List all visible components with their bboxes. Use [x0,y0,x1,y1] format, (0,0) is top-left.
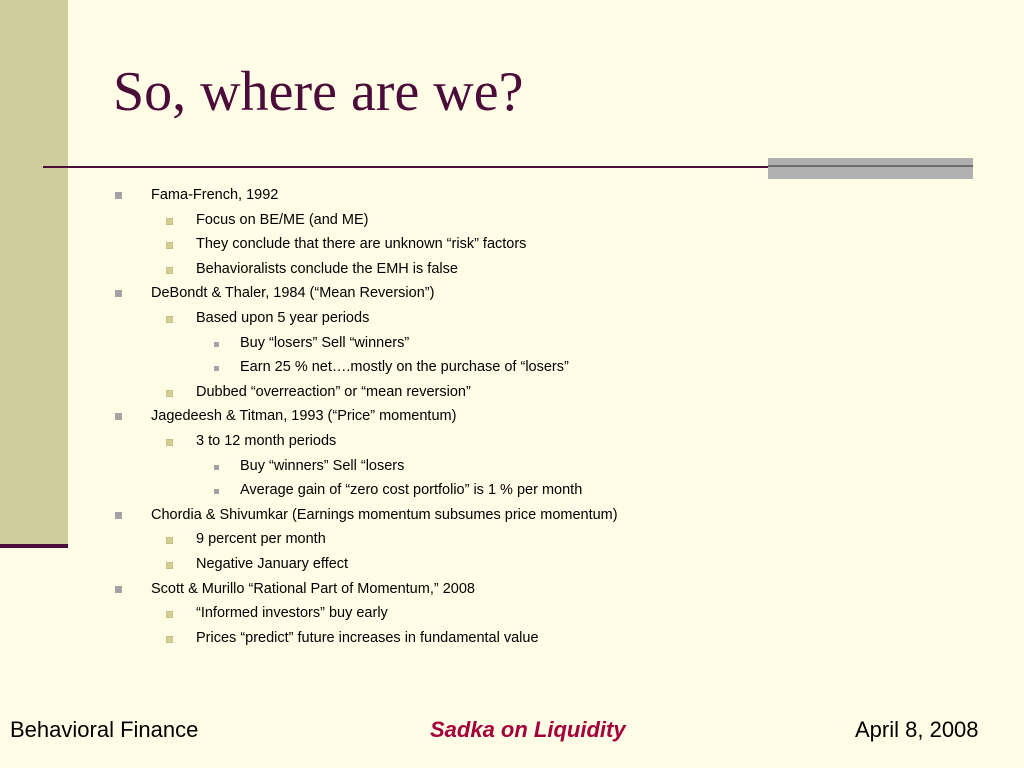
bullet-text: Focus on BE/ME (and ME) [196,211,369,228]
square-bullet-icon [115,192,122,199]
bullet-level-3 [0,355,1024,380]
square-bullet-icon [166,267,173,274]
bullet-text: 9 percent per month [196,531,326,548]
square-bullet-icon [166,439,173,446]
bullet-text: “Informed investors” buy early [196,605,388,622]
slide-title: So, where are we? [113,61,524,123]
bullet-level-2 [0,429,1024,454]
square-bullet-icon [166,562,173,569]
title-divider [43,166,768,168]
bullet-text: Scott & Murillo “Rational Part of Momentum,” 2008 [151,580,475,597]
bullet-text: Negative January effect [196,555,349,572]
bullet-text: Average gain of “zero cost portfolio” is 1 % per month [240,482,583,499]
bullet-text: They conclude that there are unknown “risk” factors [196,236,527,253]
bullet-text: Prices “predict” future increases in fundamental value [196,629,539,646]
bullet-text: Buy “winners” Sell “losers [240,457,405,474]
footer-date: April 8, 2008 [855,717,979,742]
bullet-level-2 [0,232,1024,257]
bullet-text: Fama-French, 1992 [151,187,279,203]
square-bullet-icon [115,413,122,420]
bullet-level-1 [0,577,1024,602]
bullet-text: Behavioralists conclude the EMH is false [196,260,458,277]
bullet-level-2 [0,626,1024,651]
bullet-level-2 [0,601,1024,626]
bullet-level-3 [0,454,1024,479]
square-bullet-icon [214,465,219,470]
square-bullet-icon [166,218,173,225]
bullet-level-1 [0,404,1024,429]
bullet-level-2 [0,208,1024,233]
bullet-text: Based upon 5 year periods [196,309,370,326]
bullet-text: Dubbed “overreaction” or “mean reversion” [196,383,471,400]
bullet-text: DeBondt & Thaler, 1984 (“Mean Reversion”) [151,285,435,302]
bullet-list [0,183,1024,650]
footer-course-title: Behavioral Finance [10,717,199,742]
square-bullet-icon [166,636,173,643]
bullet-level-2 [0,257,1024,282]
bullet-text: Chordia & Shivumkar (Earnings momentum subsumes price momentum) [151,506,618,523]
bullet-level-1 [0,281,1024,306]
square-bullet-icon [166,390,173,397]
bullet-text: Buy “losers” Sell “winners” [240,334,410,351]
bullet-level-1 [0,503,1024,528]
square-bullet-icon [166,242,173,249]
square-bullet-icon [214,489,219,494]
square-bullet-icon [115,512,122,519]
square-bullet-icon [166,537,173,544]
bullet-level-2 [0,306,1024,331]
square-bullet-icon [115,586,122,593]
bullet-level-3 [0,478,1024,503]
bullet-level-1 [0,183,1024,208]
bullet-level-3 [0,331,1024,356]
footer-presentation-topic: Sadka on Liquidity [430,717,626,742]
bullet-text: Earn 25 % net….mostly on the purchase of “losers” [240,359,569,376]
square-bullet-icon [214,366,219,371]
square-bullet-icon [214,342,219,347]
square-bullet-icon [115,290,122,297]
square-bullet-icon [166,316,173,323]
bullet-level-2 [0,380,1024,405]
bullet-text: Jagedeesh & Titman, 1993 (“Price” momentum) [151,408,457,425]
bullet-level-2 [0,552,1024,577]
bullet-level-2 [0,527,1024,552]
bullet-text: 3 to 12 month periods [196,432,337,449]
square-bullet-icon [166,611,173,618]
title-accent-block [768,158,973,179]
